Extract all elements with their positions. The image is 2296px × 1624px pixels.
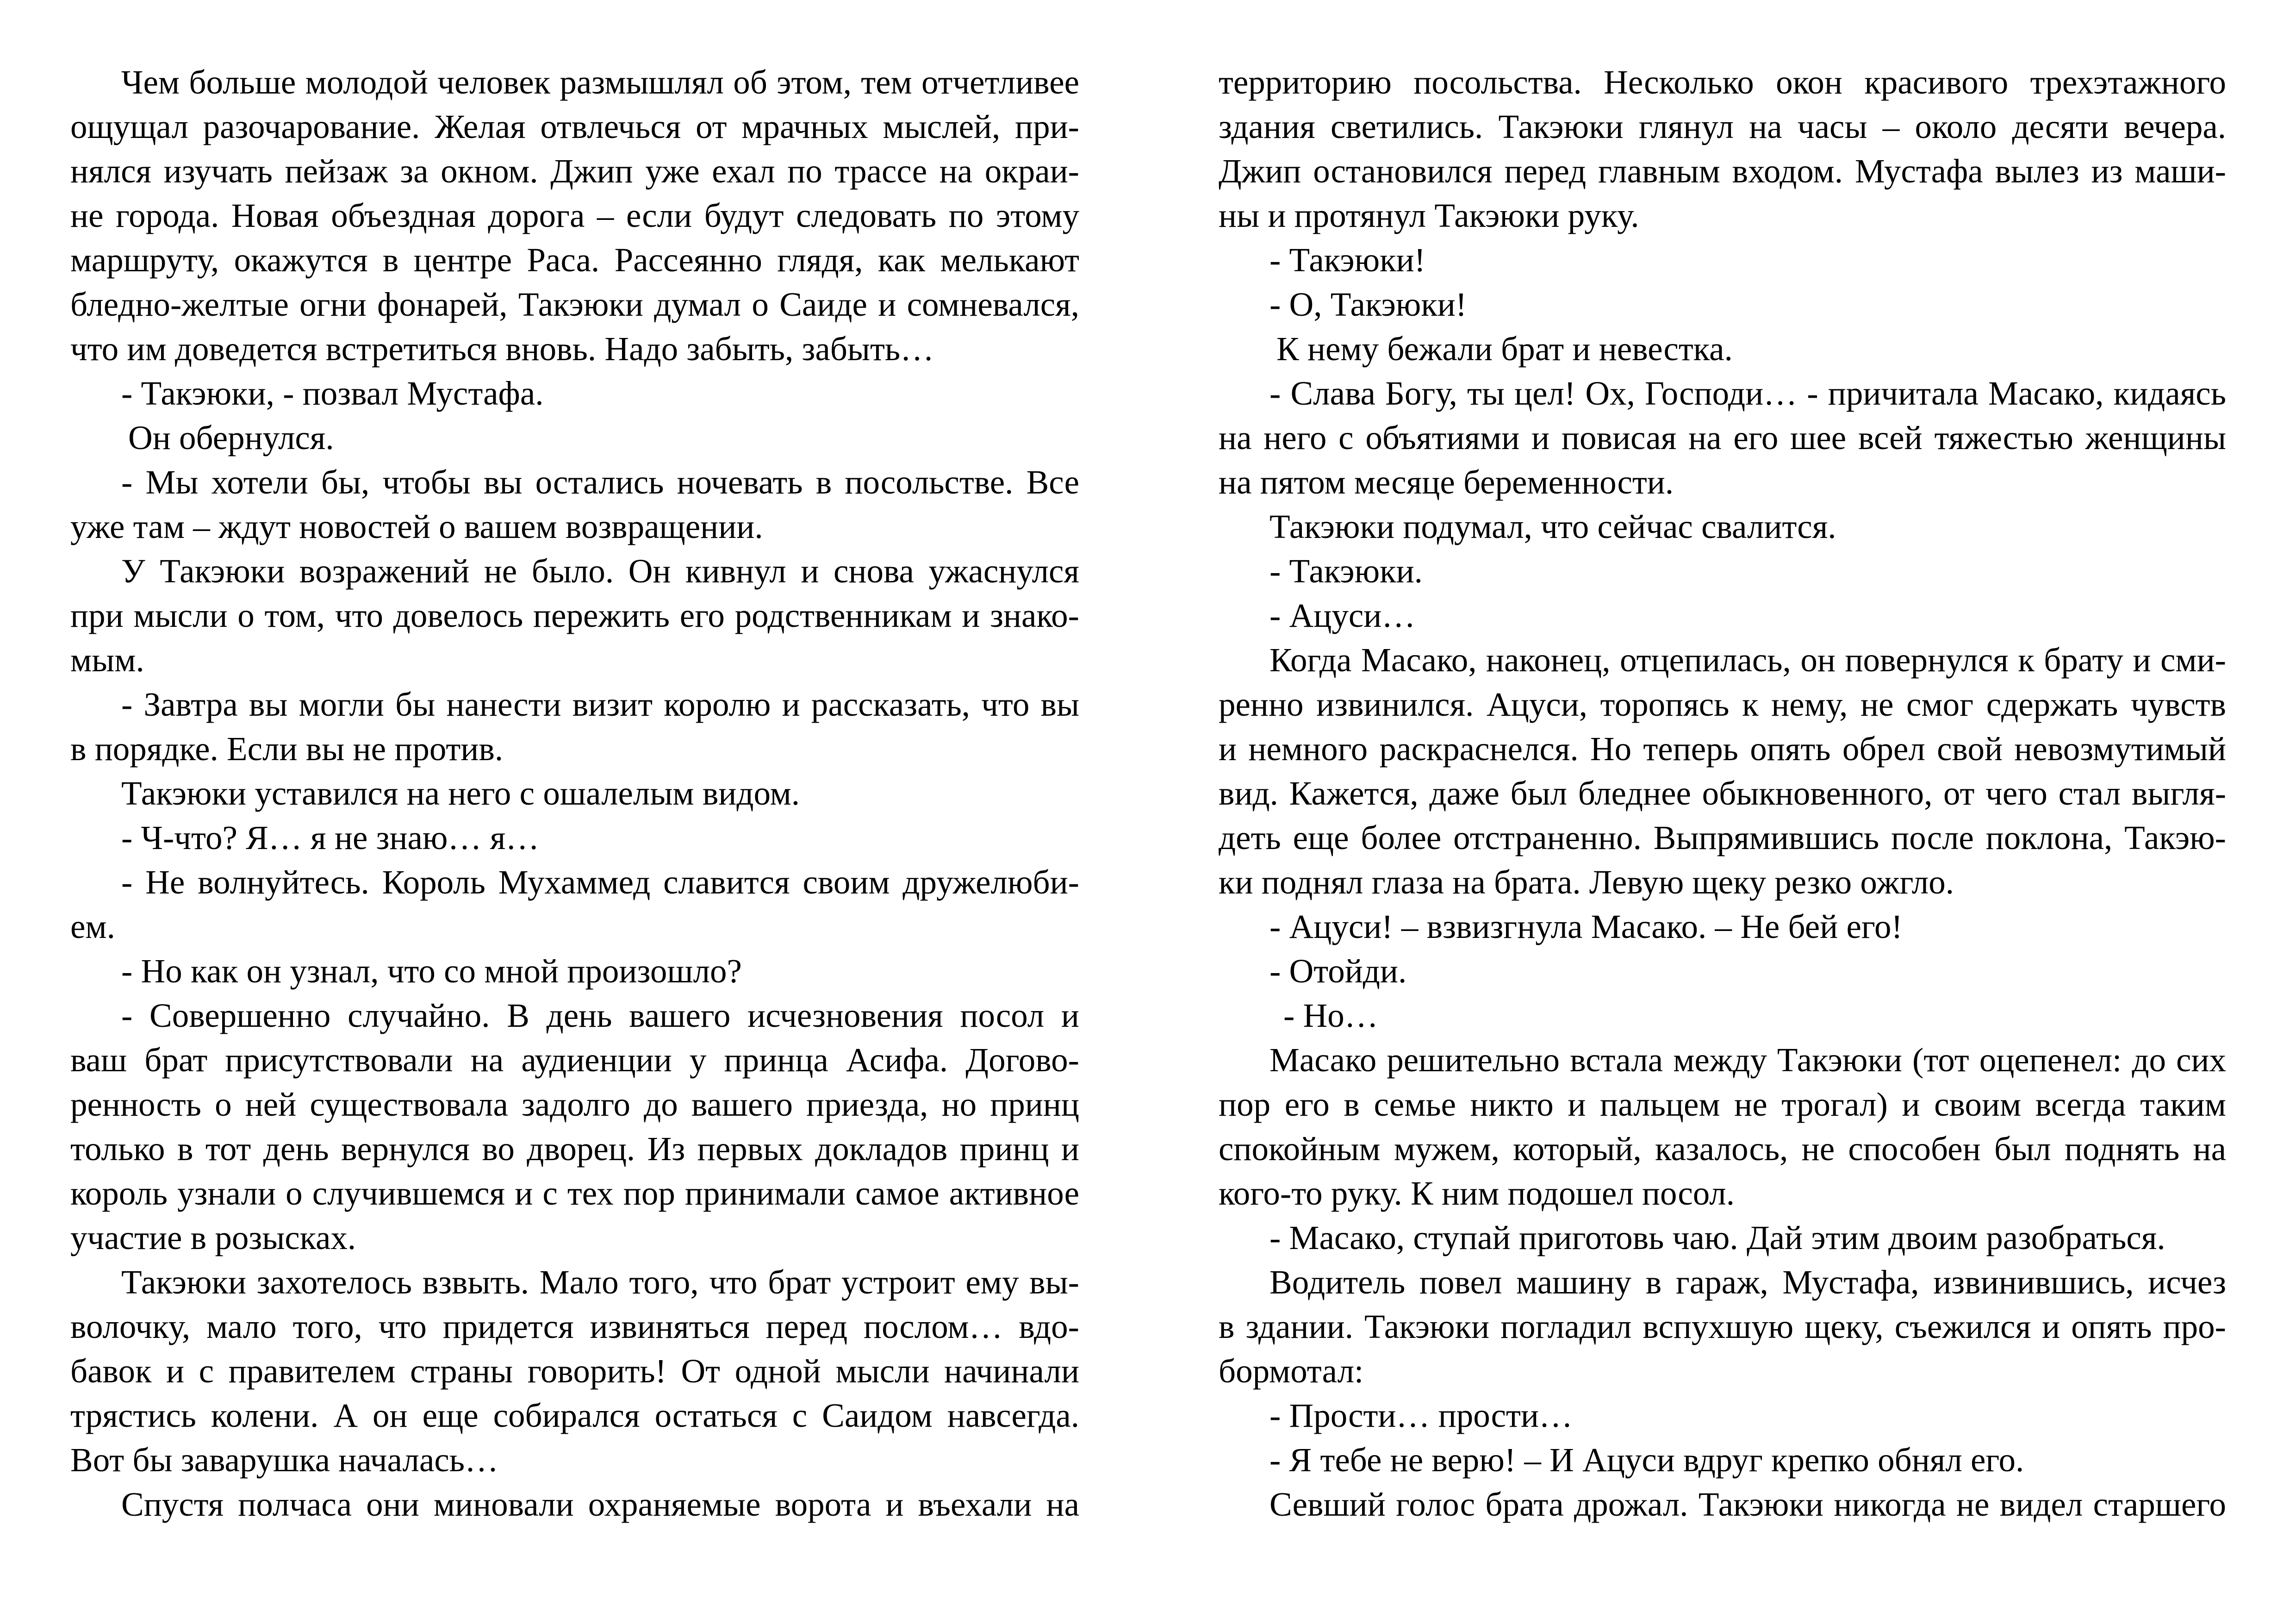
text-line-content: - Я тебе не верю! – И Ацуси вдруг крепко обнял его. xyxy=(1269,1441,2024,1479)
text-line-content: ки поднял глаза на брата. Левую щеку резко ожгло. xyxy=(1219,863,1954,901)
text-line xyxy=(70,238,1079,282)
text-line xyxy=(70,1038,1079,1082)
text-line xyxy=(70,638,1079,682)
text-line-content: - Такэюки, - позвал Мустафа. xyxy=(121,375,544,412)
text-line xyxy=(1219,1438,2226,1482)
text-line-content: Водитель повел машину в гараж, Мустафа, извинившись, исчез xyxy=(1269,1263,2226,1301)
text-line-content: король узнали о случившемся и с тех пор принимали самое активное xyxy=(70,1174,1079,1212)
text-line-content: - Мы хотели бы, чтобы вы остались ночевать в посольстве. Все xyxy=(121,463,1079,501)
text-line-content: что им доведется встретиться вновь. Надо забыть, забыть… xyxy=(70,330,934,368)
text-line xyxy=(1219,194,2226,238)
text-line xyxy=(70,993,1079,1038)
text-line xyxy=(1219,771,2226,816)
text-line-content: Спустя полчаса они миновали охраняемые ворота и въехали на xyxy=(121,1486,1079,1523)
text-line xyxy=(70,416,1079,460)
text-line xyxy=(1219,505,2226,549)
text-line xyxy=(70,327,1079,371)
text-line-content: - Ацуси! – взвизгнула Масако. – Не бей его! xyxy=(1269,908,1903,945)
text-line xyxy=(1219,549,2226,593)
text-line xyxy=(70,505,1079,549)
text-line xyxy=(1219,460,2226,505)
text-line xyxy=(70,1349,1079,1393)
text-line xyxy=(1219,1393,2226,1438)
text-line xyxy=(1219,1349,2226,1393)
text-line xyxy=(70,860,1079,905)
text-line-content: спокойным мужем, который, казалось, не способен был поднять на xyxy=(1219,1130,2226,1168)
text-line-content: ем. xyxy=(70,908,115,945)
text-line xyxy=(1219,1482,2226,1527)
text-line xyxy=(70,1482,1079,1527)
text-line-content: - Слава Богу, ты цел! Ох, Господи… - причитала Масако, кидаясь xyxy=(1269,375,2226,412)
text-line-content: - Ацуси… xyxy=(1269,597,1416,634)
text-line xyxy=(70,371,1079,416)
text-line xyxy=(1219,1260,2226,1305)
text-line-content: нялся изучать пейзаж за окном. Джип уже ехал по трассе на окраи- xyxy=(70,152,1079,190)
text-line-content: - Такэюки. xyxy=(1269,552,1423,590)
text-line-content: ваш брат присутствовали на аудиенции у принца Асифа. Догово- xyxy=(70,1041,1079,1079)
text-line xyxy=(70,282,1079,327)
left-page-text xyxy=(70,60,1079,1527)
text-line xyxy=(70,1305,1079,1349)
text-line xyxy=(70,593,1079,638)
text-line-content: бормотал: xyxy=(1219,1352,1364,1390)
text-line-content: мым. xyxy=(70,641,144,679)
right-page-text xyxy=(1219,60,2226,1527)
text-line xyxy=(70,727,1079,771)
text-line-content: - Но как он узнал, что со мной произошло? xyxy=(121,952,742,990)
text-line xyxy=(70,1438,1079,1482)
text-line xyxy=(70,460,1079,505)
text-line-content: - Не волнуйтесь. Король Мухаммед славится своим дружелюби- xyxy=(121,863,1079,901)
text-line-content: на него с объятиями и повисая на его шее всей тяжестью женщины xyxy=(1219,419,2226,456)
text-line xyxy=(1219,1171,2226,1216)
text-line-content: Он обернулся. xyxy=(128,419,334,456)
text-line xyxy=(1219,416,2226,460)
text-line xyxy=(1219,1305,2226,1349)
text-line-content: - Такэюки! xyxy=(1269,241,1425,279)
text-line xyxy=(1219,1216,2226,1260)
text-line-content: на пятом месяце беременности. xyxy=(1219,463,1674,501)
text-line-content: и немного раскраснелся. Но теперь опять обрел свой невозмутимый xyxy=(1219,730,2226,768)
text-line xyxy=(70,771,1079,816)
text-line-content: уже там – ждут новостей о вашем возвращении. xyxy=(70,508,763,545)
text-line xyxy=(70,60,1079,105)
text-line xyxy=(1219,949,2226,993)
text-line-content: в порядке. Если вы не против. xyxy=(70,730,504,768)
text-line xyxy=(1219,371,2226,416)
text-line-content: - Завтра вы могли бы нанести визит королю и рассказать, что вы xyxy=(121,686,1079,723)
text-line xyxy=(1219,638,2226,682)
text-line xyxy=(1219,60,2226,105)
text-line xyxy=(70,1082,1079,1127)
text-line-content: ренность о ней существовала задолго до вашего приезда, но принц xyxy=(70,1086,1079,1123)
text-line-content: деть еще более отстраненно. Выпрямившись после поклона, Такэю- xyxy=(1219,819,2226,856)
text-line-content: Джип остановился перед главным входом. Мустафа вылез из маши- xyxy=(1219,152,2226,190)
text-line-content: - Но… xyxy=(1283,997,1378,1034)
text-line-content: Когда Масако, наконец, отцепилась, он повернулся к брату и сми- xyxy=(1269,641,2226,679)
text-line-content: ны и протянул Такэюки руку. xyxy=(1219,197,1639,234)
text-line xyxy=(70,194,1079,238)
text-line xyxy=(1219,105,2226,149)
text-line-content: в здании. Такэюки погладил вспухшую щеку, съежился и опять про- xyxy=(1219,1308,2226,1345)
text-line-content: только в тот день вернулся во дворец. Из первых докладов принц и xyxy=(70,1130,1079,1168)
text-line xyxy=(70,105,1079,149)
text-line-content: У Такэюки возражений не было. Он кивнул и снова ужаснулся xyxy=(121,552,1079,590)
text-line-content: здания светились. Такэюки глянул на часы – около десяти вечера. xyxy=(1219,108,2226,145)
text-line-content: не города. Новая объездная дорога – если будут следовать по этому xyxy=(70,197,1079,234)
text-line xyxy=(70,949,1079,993)
text-line-content: бледно-желтые огни фонарей, Такэюки думал о Саиде и сомневался, xyxy=(70,286,1079,323)
text-line-content: территорию посольства. Несколько окон красивого трехэтажного xyxy=(1219,63,2226,101)
text-line-content: К нему бежали брат и невестка. xyxy=(1276,330,1733,368)
text-line xyxy=(1219,993,2226,1038)
text-line-content: Такэюки подумал, что сейчас свалится. xyxy=(1269,508,1836,545)
text-line xyxy=(1219,1038,2226,1082)
text-line-content: бавок и с правителем страны говорить! От одной мысли начинали xyxy=(70,1352,1079,1390)
text-line-content: Масако решительно встала между Такэюки (тот оцепенел: до сих xyxy=(1269,1041,2226,1079)
text-line xyxy=(1219,860,2226,905)
text-line xyxy=(1219,327,2226,371)
text-line-content: ренно извинился. Ацуси, торопясь к нему, не смог сдержать чувств xyxy=(1219,686,2226,723)
text-line-content: Такэюки уставился на него с ошалелым видом. xyxy=(121,775,800,812)
text-line-content: вид. Кажется, даже был бледнее обыкновенного, от чего стал выгля- xyxy=(1219,775,2226,812)
text-line xyxy=(1219,1127,2226,1171)
text-line xyxy=(70,682,1079,727)
text-line xyxy=(1219,149,2226,194)
text-line xyxy=(1219,282,2226,327)
text-line xyxy=(70,1260,1079,1305)
text-line-content: пор его в семье никто и пальцем не трогал) и своим всегда таким xyxy=(1219,1086,2226,1123)
text-line-content: - Отойди. xyxy=(1269,952,1407,990)
text-line-content: Чем больше молодой человек размышлял об этом, тем отчетливее xyxy=(121,63,1079,101)
text-line-content: кого-то руку. К ним подошел посол. xyxy=(1219,1174,1735,1212)
text-line-content: ощущал разочарование. Желая отвлечься от мрачных мыслей, при- xyxy=(70,108,1079,145)
text-line xyxy=(70,1216,1079,1260)
text-line xyxy=(70,816,1079,860)
text-line-content: маршруту, окажутся в центре Раса. Рассеянно глядя, как мелькают xyxy=(70,241,1079,279)
text-line xyxy=(1219,905,2226,949)
text-line xyxy=(1219,238,2226,282)
text-line-content: Севший голос брата дрожал. Такэюки никогда не видел старшего xyxy=(1269,1486,2226,1523)
text-line xyxy=(1219,727,2226,771)
text-line xyxy=(70,1127,1079,1171)
text-line xyxy=(70,149,1079,194)
text-line xyxy=(70,1393,1079,1438)
text-line xyxy=(1219,682,2226,727)
text-line-content: - О, Такэюки! xyxy=(1269,286,1467,323)
text-line-content: Такэюки захотелось взвыть. Мало того, что брат устроит ему вы- xyxy=(121,1263,1079,1301)
text-line-content: участие в розысках. xyxy=(70,1219,356,1256)
text-line-content: - Прости… прости… xyxy=(1269,1397,1573,1434)
text-line-content: - Ч-что? Я… я не знаю… я… xyxy=(121,819,540,856)
text-line xyxy=(70,905,1079,949)
right-page xyxy=(1148,0,2296,1624)
text-line xyxy=(1219,593,2226,638)
text-line-content: волочку, мало того, что придется извиняться перед послом… вдо- xyxy=(70,1308,1079,1345)
text-line-content: трястись колени. А он еще собирался остаться с Саидом навсегда. xyxy=(70,1397,1079,1434)
text-line-content: при мысли о том, что довелось пережить его родственникам и знако- xyxy=(70,597,1079,634)
text-line xyxy=(1219,816,2226,860)
text-line xyxy=(1219,1082,2226,1127)
text-line xyxy=(70,549,1079,593)
text-line-content: - Совершенно случайно. В день вашего исчезновения посол и xyxy=(121,997,1079,1034)
text-line-content: - Масако, ступай приготовь чаю. Дай этим двоим разобраться. xyxy=(1269,1219,2165,1256)
text-line xyxy=(70,1171,1079,1216)
text-line-content: Вот бы заварушка началась… xyxy=(70,1441,499,1479)
